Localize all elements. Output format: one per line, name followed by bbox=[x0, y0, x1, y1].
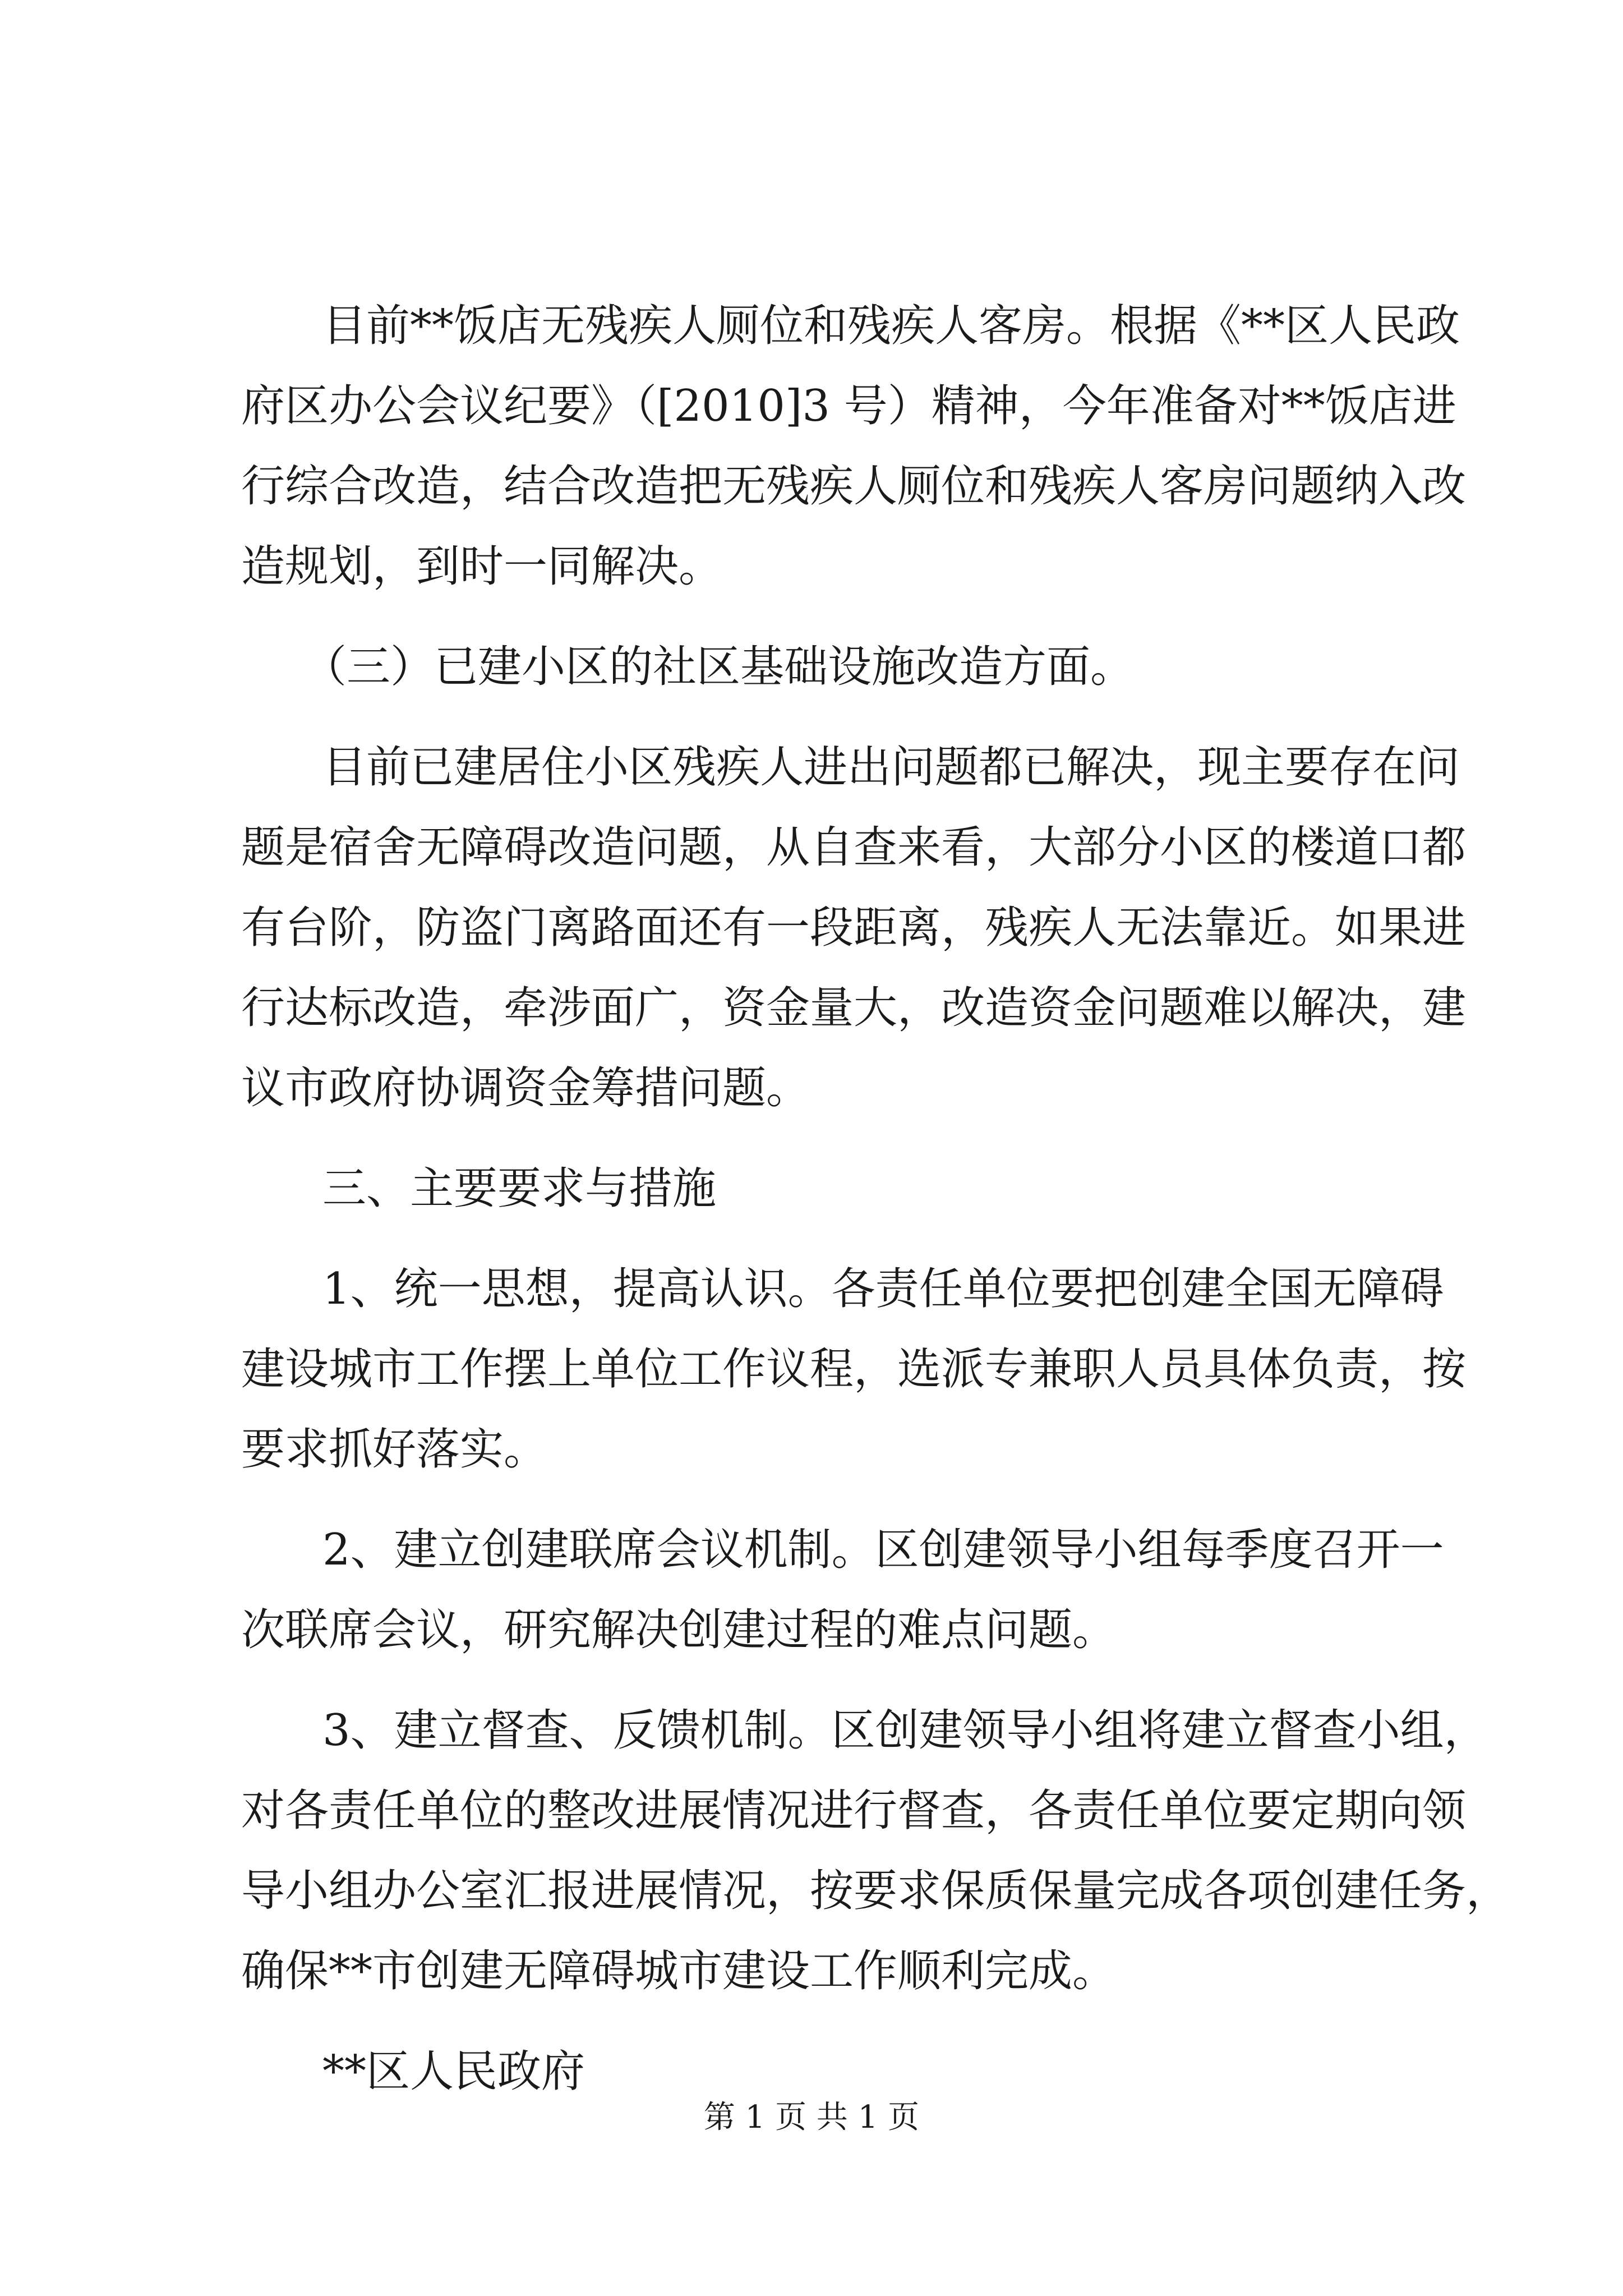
text-line: 要求抓好落实。 bbox=[241, 1424, 548, 1475]
document-body bbox=[241, 286, 1510, 2132]
text-line: 导小组办公室汇报进展情况，按要求保质保量完成各项创建任务， bbox=[241, 1866, 1510, 1916]
text-line: 建设城市工作摆上单位工作议程，选派专兼职人员具体负责，按 bbox=[241, 1344, 1467, 1395]
text-line: 题是宿舍无障碍改造问题，从自查来看，大部分小区的楼道口都 bbox=[241, 822, 1467, 873]
text-line: 确保**市创建无障碍城市建设工作顺利完成。 bbox=[241, 1946, 1117, 1996]
text-line: 造规划，到时一同解决。 bbox=[241, 541, 723, 592]
text-line: 3、建立督查、反馈机制。区创建领导小组将建立督查小组， bbox=[322, 1705, 1488, 1756]
section-heading-community-facilities bbox=[241, 627, 1408, 707]
text-line: 行综合改造，结合改造把无残疾人厕位和残疾人客房问题纳入改 bbox=[241, 461, 1467, 512]
text-line: 三、主要要求与措施 bbox=[322, 1163, 717, 1214]
text-line: 次联席会议，研究解决创建过程的难点问题。 bbox=[241, 1605, 1117, 1655]
paragraph-item-1 bbox=[241, 1249, 1467, 1490]
text-line: **区人民政府 bbox=[322, 2046, 585, 2097]
paragraph-residential-areas bbox=[241, 728, 1467, 1129]
paragraph-item-3 bbox=[241, 1691, 1510, 2012]
text-line: 2、建立创建联席会议机制。区创建领导小组每季度召开一 bbox=[322, 1525, 1444, 1575]
paragraph-hotel-accessibility bbox=[241, 286, 1467, 607]
text-line: 目前已建居住小区残疾人进出问题都已解决，现主要存在问 bbox=[322, 742, 1460, 793]
paragraph-item-2 bbox=[241, 1510, 1444, 1671]
page-number-footer: 第 1 页 共 1 页 bbox=[703, 2099, 920, 2136]
text-line: 1、统一思想，提高认识。各责任单位要把创建全国无障碍 bbox=[322, 1264, 1444, 1314]
text-line: 目前**饭店无残疾人厕位和残疾人客房。根据《**区人民政 bbox=[322, 301, 1460, 351]
text-line: 对各责任单位的整改进展情况进行督查，各责任单位要定期向领 bbox=[241, 1786, 1467, 1836]
text-line: 行达标改造，牵涉面广，资金量大，改造资金问题难以解决，建 bbox=[241, 983, 1467, 1033]
text-line: 府区办公会议纪要》（[2010]3 号）精神，今年准备对**饭店进 bbox=[241, 381, 1456, 431]
section-heading-requirements bbox=[241, 1149, 1408, 1229]
text-line: 议市政府协调资金筹措问题。 bbox=[241, 1063, 810, 1114]
text-line: （三）已建小区的社区基础设施改造方面。 bbox=[303, 642, 1135, 692]
text-line: 有台阶，防盗门离路面还有一段距离，残疾人无法靠近。如果进 bbox=[241, 903, 1467, 953]
